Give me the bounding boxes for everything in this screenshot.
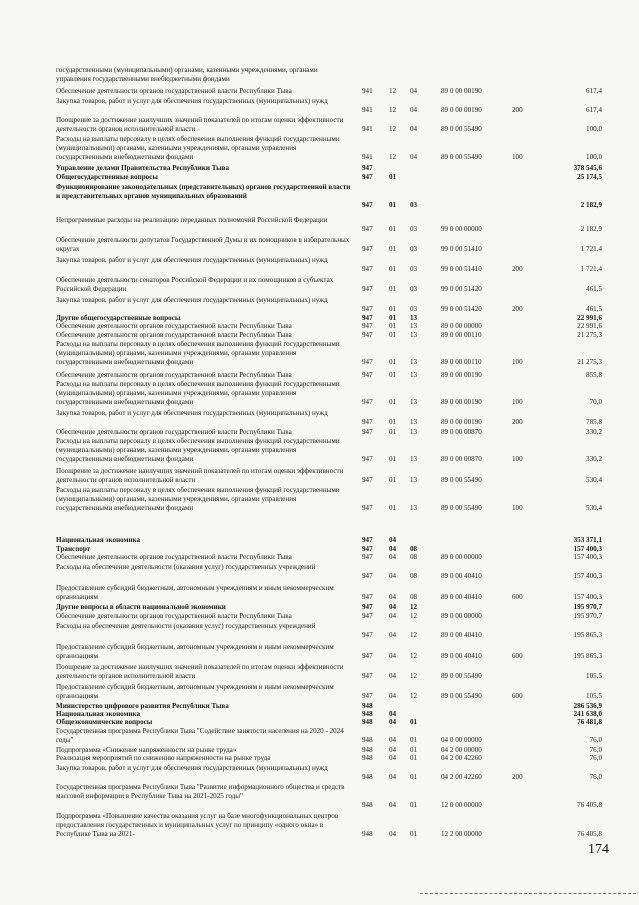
col-subsection: 13	[410, 428, 418, 436]
col-subsection: 13	[410, 371, 418, 379]
col-target: 89 0 00 00000	[441, 553, 482, 561]
row-name: Закупка товаров, работ и услуг для обеспечения государственных (муниципальных) нужд	[56, 764, 328, 772]
col-target: 89 0 00 00190	[441, 106, 482, 115]
col-grbs: 947	[362, 672, 373, 681]
col-subsection: 13	[410, 418, 418, 427]
col-target: 99 0 00 00000	[441, 225, 482, 234]
col-amount: 22 991,6	[577, 322, 602, 330]
row-name: Обеспечение деятельности сенаторов Российской Федерации и их помощников в субъектах Российской Федерации	[56, 276, 334, 294]
col-amount: 157 400,3	[573, 545, 602, 553]
col-amount: 21 275,3	[577, 331, 602, 339]
col-grbs: 947	[362, 553, 373, 561]
col-grbs: 947	[362, 225, 373, 234]
col-subsection: 01	[410, 773, 418, 782]
row-name: Поощрение за достижение наилучших значений показателей по итогам оценки эффективности деятельности органов исполнительной власти	[56, 467, 344, 485]
col-amount: 157 400,3	[573, 553, 602, 561]
col-section: 04	[389, 710, 397, 718]
row-name: Предоставление субсидий бюджетным, автономным учреждениям и иным некоммерческим организациям	[56, 683, 334, 701]
col-target: 89 0 00 00870	[441, 455, 482, 464]
col-amount: 195 970,7	[573, 612, 602, 620]
col-target: 89 0 00 00110	[441, 331, 482, 339]
row-name: Обеспечение деятельности органов государственной власти Республики Тыва	[56, 322, 292, 330]
col-section: 04	[389, 736, 397, 745]
col-grbs: 947	[362, 285, 373, 294]
col-subsection: 04	[410, 106, 418, 115]
col-section: 12	[389, 125, 397, 134]
col-target: 99 0 00 51410	[441, 245, 482, 254]
col-subsection: 13	[410, 398, 418, 407]
col-amount: 105,5	[586, 672, 602, 681]
col-section: 01	[389, 358, 397, 367]
col-subsection: 13	[410, 504, 418, 513]
col-section: 04	[389, 612, 397, 620]
col-amount: 330,2	[586, 428, 602, 436]
col-subsection: 13	[410, 455, 418, 464]
col-target: 89 0 00 55490	[441, 153, 482, 162]
col-subsection: 01	[410, 830, 418, 839]
col-subsection: 13	[410, 314, 418, 322]
col-section: 12	[389, 153, 397, 162]
col-target: 89 0 00 00000	[441, 612, 482, 620]
col-section: 01	[389, 418, 397, 427]
col-section: 04	[389, 652, 397, 661]
col-amount: 378 545,6	[573, 164, 602, 172]
col-section: 04	[389, 801, 397, 810]
row-name: Закупка товаров, работ и услуг для обеспечения государственных (муниципальных) нужд	[56, 256, 328, 264]
row-name: Общеэкономические вопросы	[56, 718, 153, 726]
row-name: Национальная экономика	[56, 710, 141, 718]
col-expense-type: 200	[512, 418, 523, 427]
col-subsection: 12	[410, 631, 418, 640]
col-amount: 785,8	[586, 418, 602, 427]
col-subsection: 12	[410, 603, 418, 611]
col-amount: 2 182,9	[580, 225, 602, 234]
col-target: 89 0 00 40410	[441, 652, 482, 661]
col-amount: 105,5	[586, 692, 602, 701]
col-target: 89 0 00 00190	[441, 398, 482, 407]
col-section: 01	[389, 265, 397, 274]
col-subsection: 12	[410, 612, 418, 620]
col-target: 89 0 00 55490	[441, 125, 482, 134]
col-section: 04	[389, 773, 397, 782]
footer-rule	[420, 893, 636, 895]
col-amount: 100,0	[586, 125, 602, 134]
col-section: 01	[389, 173, 397, 181]
col-expense-type: 100	[512, 504, 523, 513]
col-expense-type: 600	[512, 652, 523, 661]
col-subsection: 01	[410, 746, 418, 754]
col-amount: 157 400,3	[573, 593, 602, 602]
col-subsection: 08	[410, 593, 418, 602]
col-section: 04	[389, 830, 397, 839]
col-section: 04	[389, 553, 397, 561]
col-grbs: 941	[362, 125, 373, 134]
col-grbs: 947	[362, 418, 373, 427]
col-subsection: 12	[410, 672, 418, 681]
col-amount: 157 400,3	[573, 572, 602, 581]
col-grbs: 947	[362, 692, 373, 701]
col-section: 01	[389, 398, 397, 407]
col-section: 01	[389, 314, 397, 322]
col-grbs: 947	[362, 593, 373, 602]
col-amount: 100,0	[586, 153, 602, 162]
row-name: Поощрение за достижение наилучших значений показателей по итогам оценки эффективности деятельности органов исполнительной власти	[56, 663, 344, 681]
col-target: 99 0 00 51410	[441, 265, 482, 274]
col-grbs: 948	[362, 830, 373, 839]
row-name: Национальная экономика	[56, 536, 141, 544]
row-name: Реализация мероприятий по снижению напряженности на рынке труда	[56, 754, 271, 762]
col-target: 89 0 00 00870	[441, 428, 482, 436]
col-target: 89 0 00 00190	[441, 418, 482, 427]
col-grbs: 947	[362, 572, 373, 581]
row-name: Расходы на обеспечение деятельности (оказания услуг) государственных учреждений	[56, 563, 316, 571]
col-amount: 195 865,3	[573, 631, 602, 640]
col-amount: 617,4	[586, 106, 602, 115]
col-amount: 76,0	[589, 736, 602, 745]
col-amount: 1 721,4	[580, 265, 602, 274]
col-target: 89 0 00 55490	[441, 476, 482, 485]
col-section: 12	[389, 87, 397, 95]
col-expense-type: 100	[512, 153, 523, 162]
col-target: 04 2 00 42260	[441, 754, 482, 762]
col-subsection: 13	[410, 331, 418, 339]
col-amount: 195 865,3	[573, 652, 602, 661]
row-name: государственными (муниципальными) органами, казенными учреждениями, органами управления государственными внебюджетными фондами	[56, 66, 318, 84]
col-section: 04	[389, 754, 397, 762]
col-grbs: 948	[362, 710, 373, 718]
col-target: 12 2 00 00000	[441, 830, 482, 839]
col-expense-type: 200	[512, 305, 523, 314]
row-name: Расходы на выплаты персоналу в целях обеспечения выполнения функций государственными (муниципальными) органами, казенными учреждениями, органами управления государственными внебюджетными фондами	[56, 486, 340, 513]
col-grbs: 947	[362, 265, 373, 274]
row-name: Функционирование законодательных (представительных) органов государственной власти и представительных органов муниципальных образований	[56, 183, 351, 201]
col-grbs: 947	[362, 322, 373, 330]
col-grbs: 947	[362, 545, 373, 553]
col-grbs: 947	[362, 612, 373, 620]
col-subsection: 03	[410, 245, 418, 254]
col-amount: 195 970,7	[573, 603, 602, 611]
col-section: 12	[389, 106, 397, 115]
row-name: Обеспечение деятельности депутатов Государственной Думы и их помощников в избирательных округах	[56, 236, 350, 254]
col-grbs: 947	[362, 428, 373, 436]
col-amount: 21 275,3	[577, 358, 602, 367]
col-grbs: 948	[362, 773, 373, 782]
col-section: 04	[389, 718, 397, 726]
col-target: 89 0 00 00190	[441, 371, 482, 379]
row-name: Управление делами Правительства Республики Тыва	[56, 164, 230, 172]
col-amount: 76,0	[589, 746, 602, 754]
col-target: 12 0 00 00000	[441, 801, 482, 810]
row-name: Обеспечение деятельности органов государственной власти Республики Тыва	[56, 428, 292, 436]
col-subsection: 13	[410, 476, 418, 485]
col-grbs: 948	[362, 746, 373, 754]
row-name: Расходы на выплаты персоналу в целях обеспечения выполнения функций государственными (муниципальными) органами, казенными учреждениями, органами управления государственными внебюджетными фондами	[56, 380, 340, 407]
col-grbs: 947	[362, 358, 373, 367]
col-grbs: 947	[362, 455, 373, 464]
col-target: 89 0 00 00110	[441, 358, 482, 367]
row-name: Закупка товаров, работ и услуг для обеспечения государственных (муниципальных) нужд	[56, 409, 328, 417]
col-subsection: 04	[410, 125, 418, 134]
row-name: Транспорт	[56, 545, 91, 553]
row-name: Расходы на обеспечение деятельности (оказания услуг) государственных учреждений	[56, 622, 316, 630]
col-amount: 286 536,9	[573, 702, 602, 710]
row-name: Поощрение за достижение наилучших значений показателей по итогам оценки эффективности деятельности органов исполнительной власти	[56, 116, 344, 134]
col-subsection: 03	[410, 285, 418, 294]
col-subsection: 08	[410, 545, 418, 553]
row-name: Непрограммные расходы на реализацию переданных полномочий Российской Федерации	[56, 216, 328, 224]
col-section: 04	[389, 572, 397, 581]
row-name: Государственная программа Республики Тыва "Развитие информационного общества и средств массовой информации в Республике Тыва на 2021-2025 годы"	[56, 783, 345, 801]
col-grbs: 947	[362, 164, 373, 172]
row-name: Предоставление субсидий бюджетным, автономным учреждениям и иным некоммерческим организациям	[56, 584, 334, 602]
col-amount: 76,0	[589, 773, 602, 782]
col-expense-type: 600	[512, 692, 523, 701]
col-expense-type: 200	[512, 265, 523, 274]
col-grbs: 947	[362, 631, 373, 640]
row-name: Расходы на выплаты персоналу в целях обеспечения выполнения функций государственными (муниципальными) органами, казенными учреждениями, органами управления государственными внебюджетными фондами	[56, 340, 340, 367]
col-subsection: 13	[410, 322, 418, 330]
col-section: 01	[389, 201, 397, 210]
col-subsection: 01	[410, 718, 418, 726]
col-section: 04	[389, 746, 397, 754]
col-amount: 76 405,8	[577, 830, 602, 839]
col-subsection: 12	[410, 692, 418, 701]
col-grbs: 948	[362, 736, 373, 745]
col-subsection: 03	[410, 201, 418, 210]
col-amount: 530,4	[586, 476, 602, 485]
col-amount: 2 182,9	[580, 201, 602, 210]
col-amount: 76,0	[589, 754, 602, 762]
col-amount: 70,0	[589, 398, 602, 407]
col-section: 01	[389, 322, 397, 330]
row-name: Министерство цифрового развития Республики Тыва	[56, 702, 229, 710]
col-expense-type: 100	[512, 398, 523, 407]
row-name: Обеспечение деятельности органов государственной власти Республики Тыва	[56, 612, 292, 620]
col-amount: 25 174,5	[577, 173, 602, 181]
col-grbs: 948	[362, 754, 373, 762]
col-target: 04 2 00 42260	[441, 773, 482, 782]
col-subsection: 01	[410, 736, 418, 745]
col-amount: 353 371,1	[573, 536, 602, 544]
col-grbs: 947	[362, 201, 373, 210]
col-grbs: 941	[362, 153, 373, 162]
col-grbs: 941	[362, 106, 373, 115]
col-expense-type: 100	[512, 358, 523, 367]
row-name: Обеспечение деятельности органов государственной власти Республики Тыва	[56, 87, 292, 95]
col-section: 04	[389, 692, 397, 701]
col-grbs: 947	[362, 314, 373, 322]
col-amount: 76 405,8	[577, 801, 602, 810]
col-section: 04	[389, 545, 397, 553]
col-section: 01	[389, 225, 397, 234]
col-expense-type: 600	[512, 593, 523, 602]
col-section: 01	[389, 504, 397, 513]
col-target: 89 0 00 55490	[441, 672, 482, 681]
col-grbs: 947	[362, 245, 373, 254]
col-grbs: 947	[362, 603, 373, 611]
col-amount: 1 721,4	[580, 245, 602, 254]
row-name: Подпрограмма «Повышение качества оказания услуг на базе многофункциональных центров предоставления государственных и муниципальных услуг по принципу «одного окна» в Республике Тыва на 2021-	[56, 812, 339, 839]
col-amount: 461,5	[586, 305, 602, 314]
row-name: Закупка товаров, работ и услуг для обеспечения государственных (муниципальных) нужд	[56, 97, 328, 105]
col-subsection: 03	[410, 225, 418, 234]
page-number: 174	[588, 842, 609, 857]
col-grbs: 947	[362, 652, 373, 661]
col-section: 04	[389, 603, 397, 611]
col-expense-type: 200	[512, 773, 523, 782]
col-subsection: 03	[410, 305, 418, 314]
col-amount: 76 481,8	[577, 718, 602, 726]
col-grbs: 948	[362, 801, 373, 810]
col-target: 99 0 00 51420	[441, 305, 482, 314]
col-target: 89 0 00 00190	[441, 87, 482, 95]
col-section: 01	[389, 476, 397, 485]
col-target: 89 0 00 55490	[441, 692, 482, 701]
col-amount: 241 638,0	[573, 710, 602, 718]
col-section: 01	[389, 455, 397, 464]
col-section: 01	[389, 428, 397, 436]
col-grbs: 941	[362, 87, 373, 95]
col-subsection: 01	[410, 801, 418, 810]
row-name: Другие вопросы в области национальной экономики	[56, 603, 226, 611]
col-grbs: 947	[362, 173, 373, 181]
col-subsection: 13	[410, 358, 418, 367]
col-grbs: 948	[362, 718, 373, 726]
row-name: Закупка товаров, работ и услуг для обеспечения государственных (муниципальных) нужд	[56, 296, 328, 304]
col-grbs: 947	[362, 331, 373, 339]
col-grbs: 947	[362, 398, 373, 407]
col-subsection: 12	[410, 652, 418, 661]
col-amount: 530,4	[586, 504, 602, 513]
col-expense-type: 200	[512, 106, 523, 115]
row-name: Другие общегосударственные вопросы	[56, 314, 181, 322]
row-name: Расходы на выплаты персоналу в целях обеспечения выполнения функций государственными (муниципальными) органами, казенными учреждениями, органами управления государственными внебюджетными фондами	[56, 135, 340, 162]
col-grbs: 947	[362, 305, 373, 314]
row-name: Государственная программа Республики Тыва "Содействие занятости населения на 2020 - 2024 годы"	[56, 727, 344, 745]
col-section: 01	[389, 285, 397, 294]
col-target: 89 0 00 40410	[441, 631, 482, 640]
col-subsection: 04	[410, 87, 418, 95]
col-section: 01	[389, 305, 397, 314]
col-target: 04 0 00 00000	[441, 736, 482, 745]
col-grbs: 947	[362, 504, 373, 513]
col-subsection: 08	[410, 572, 418, 581]
col-grbs: 947	[362, 476, 373, 485]
col-target: 89 0 00 55490	[441, 504, 482, 513]
col-section: 04	[389, 593, 397, 602]
col-target: 89 0 00 40410	[441, 593, 482, 602]
col-target: 99 0 00 51420	[441, 285, 482, 294]
row-name: Расходы на выплаты персоналу в целях обеспечения выполнения функций государственными (муниципальными) органами, казенными учреждениями, органами управления государственными внебюджетными фондами	[56, 437, 340, 464]
col-expense-type: 100	[512, 455, 523, 464]
col-grbs: 947	[362, 536, 373, 544]
col-amount: 855,8	[586, 371, 602, 379]
col-target: 04 2 00 00000	[441, 746, 482, 754]
col-section: 01	[389, 331, 397, 339]
col-target: 89 0 00 00000	[441, 322, 482, 330]
col-subsection: 08	[410, 553, 418, 561]
row-name: Обеспечение деятельности органов государственной власти Республики Тыва	[56, 371, 292, 379]
col-section: 04	[389, 536, 397, 544]
row-name: Обеспечение деятельности органов государственной власти Республики Тыва	[56, 331, 292, 339]
col-grbs: 948	[362, 702, 373, 710]
col-subsection: 04	[410, 153, 418, 162]
col-amount: 330,2	[586, 455, 602, 464]
col-section: 01	[389, 245, 397, 254]
col-amount: 461,5	[586, 285, 602, 294]
col-section: 04	[389, 672, 397, 681]
col-subsection: 01	[410, 754, 418, 762]
col-subsection: 03	[410, 265, 418, 274]
row-name: Общегосударственные вопросы	[56, 173, 158, 181]
col-target: 89 0 00 40410	[441, 572, 482, 581]
row-name: Обеспечение деятельности органов государственной власти Республики Тыва	[56, 553, 292, 561]
row-name: Предоставление субсидий бюджетным, автономным учреждениям и иным некоммерческим организациям	[56, 643, 334, 661]
col-section: 04	[389, 631, 397, 640]
col-grbs: 947	[362, 371, 373, 379]
col-section: 01	[389, 371, 397, 379]
col-amount: 617,4	[586, 87, 602, 95]
row-name: Подпрограмма «Снижение напряженности на рынке труда»	[56, 746, 237, 754]
col-amount: 22 991,6	[577, 314, 602, 322]
